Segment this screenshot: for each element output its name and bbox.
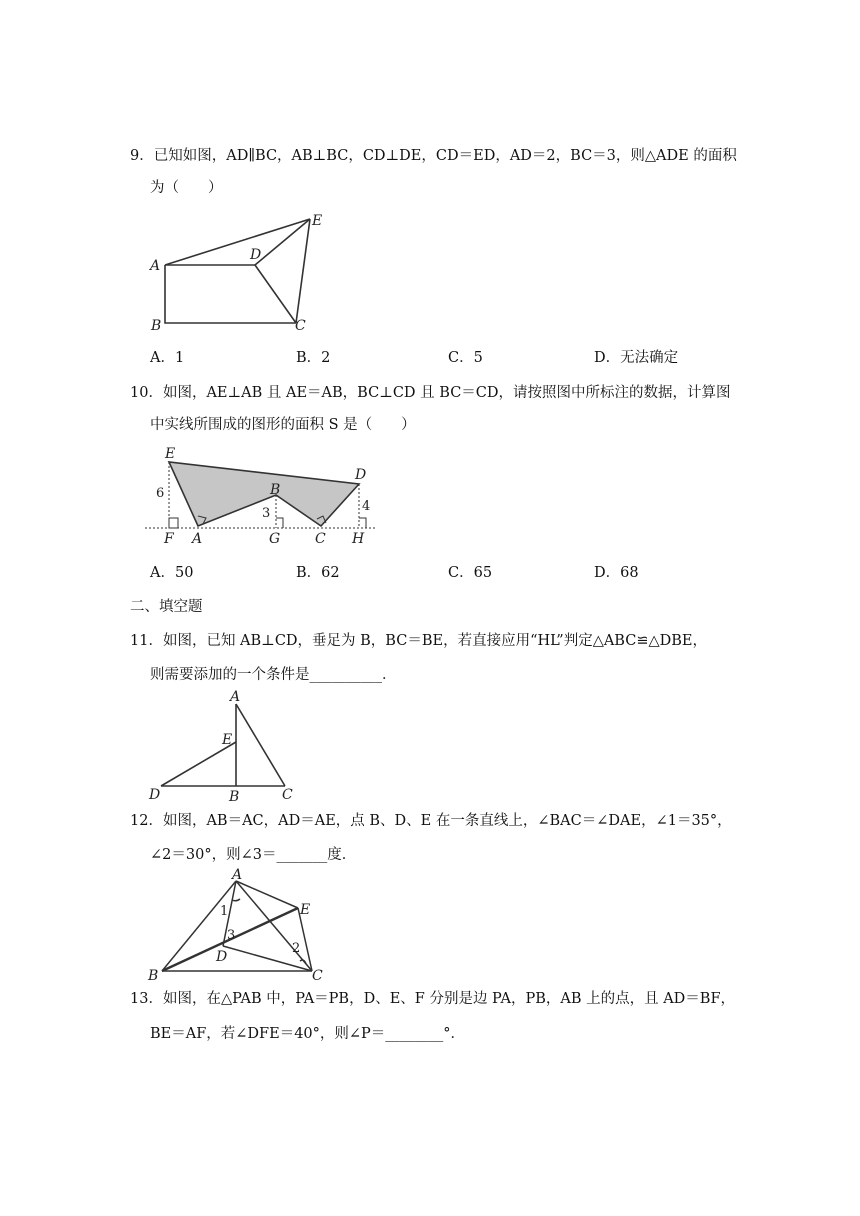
q9-option-d[interactable]: D．无法确定 xyxy=(594,350,679,366)
q11-label-d: D xyxy=(149,787,161,803)
q10-number-4: 4 xyxy=(362,499,371,514)
q13-text-line2: BE＝AF，若∠DFE＝40°，则∠P＝________°． xyxy=(150,1026,466,1042)
q10-label-a: A xyxy=(192,531,203,547)
q10-option-c[interactable]: C．65 xyxy=(448,565,493,581)
q10-option-b[interactable]: B．62 xyxy=(296,565,340,581)
q9-option-b[interactable]: B．2 xyxy=(296,350,331,366)
q12-text-line2: ∠2＝30°，则∠3＝_______度． xyxy=(150,847,357,863)
q9-label-a: A xyxy=(150,258,161,274)
q10-label-d: D xyxy=(355,467,367,483)
q12-label-a: A xyxy=(232,867,243,883)
q10-label-c: C xyxy=(315,531,326,547)
q9-label-b: B xyxy=(151,318,162,334)
q10-text-line1: 10．如图，AE⊥AB 且 AE＝AB，BC⊥CD 且 BC＝CD，请按照图中所标注的数据，计算图 xyxy=(130,385,731,401)
q9-option-a[interactable]: A．1 xyxy=(150,350,185,366)
q10-label-b: B xyxy=(270,482,281,498)
q11-label-e: E xyxy=(222,732,233,748)
q10-text-line2: 中实线所围成的图形的面积 S 是（ ） xyxy=(150,417,416,433)
q9-text-line2: 为（ ） xyxy=(150,180,223,196)
q10-number-6: 6 xyxy=(156,486,165,501)
q11-label-c: C xyxy=(282,787,293,803)
q12-label-d: D xyxy=(216,949,228,965)
q10-label-e: E xyxy=(165,446,176,462)
q9-label-c: C xyxy=(295,318,306,334)
q10-label-h: H xyxy=(352,531,365,547)
q10-option-a[interactable]: A．50 xyxy=(150,565,194,581)
q13-text-line1: 13．如图，在△PAB 中，PA＝PB，D、E、F 分别是边 PA，PB，AB 上的点，且 AD＝BF， xyxy=(130,991,736,1007)
q11-label-b: B xyxy=(229,789,240,805)
q9-figure xyxy=(140,205,340,340)
q10-figure xyxy=(140,444,380,552)
q12-label-b: B xyxy=(148,968,159,984)
q12-label-c: C xyxy=(312,968,323,984)
section-heading: 二、填空题 xyxy=(130,599,203,615)
q10-label-f: F xyxy=(164,531,174,547)
q12-angle-1: 1 xyxy=(220,904,229,919)
q12-angle-2: 2 xyxy=(292,941,301,956)
q10-label-g: G xyxy=(269,531,281,547)
q12-label-e: E xyxy=(300,902,311,918)
q12-figure xyxy=(140,866,340,984)
q11-text-line1: 11．如图，已知 AB⊥CD，垂足为 B，BC＝BE，若直接应用“HL”判定△ABC≌△DBE， xyxy=(130,633,707,649)
q9-text-line1: 9．已知如图，AD∥BC，AB⊥BC，CD⊥DE，CD＝ED，AD＝2，BC＝3，则△ADE 的面积 xyxy=(130,148,737,164)
q9-option-c[interactable]: C．5 xyxy=(448,350,483,366)
q9-label-d: D xyxy=(250,247,262,263)
q10-option-d[interactable]: D．68 xyxy=(594,565,639,581)
q9-label-e: E xyxy=(312,213,323,229)
q11-figure xyxy=(140,688,300,806)
q12-angle-3: 3 xyxy=(227,928,236,943)
q11-text-line2: 则需要添加的一个条件是__________． xyxy=(150,667,397,683)
q10-number-3: 3 xyxy=(262,506,271,521)
q12-text-line1: 12．如图，AB＝AC，AD＝AE，点 B、D、E 在一条直线上，∠BAC＝∠DAE，∠1＝35°， xyxy=(130,813,732,829)
q11-label-a: A xyxy=(230,689,241,705)
